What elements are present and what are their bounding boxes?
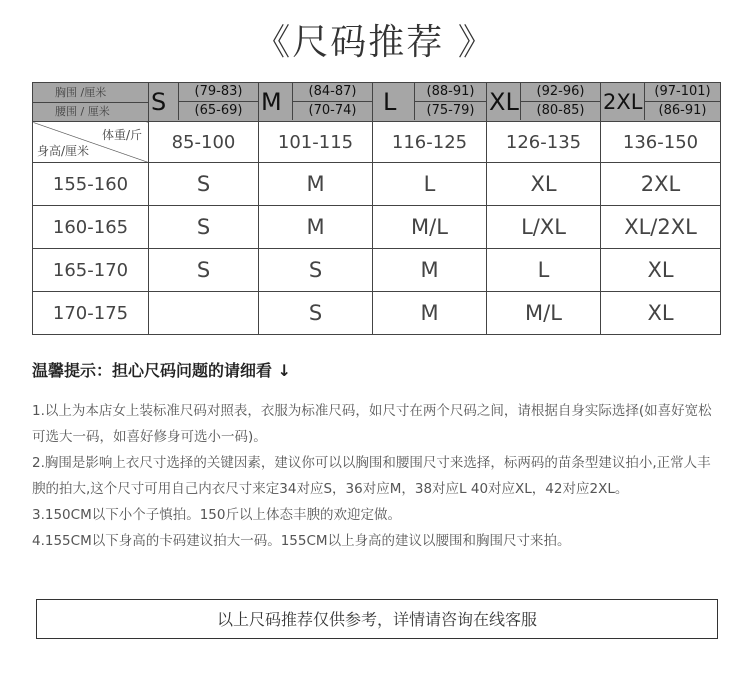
size-name: L [383, 88, 397, 116]
recommended-size: M/L [373, 206, 487, 249]
size-name: S [151, 88, 167, 116]
note-item: 4.155CM以下身高的卡码建议拍大一码。155CM以上身高的建议以腰围和胸围尺寸来拍。 [32, 533, 571, 549]
recommended-size: M [259, 163, 373, 206]
size-name: 2XL [603, 90, 643, 114]
recommended-size: M/L [487, 292, 601, 335]
recommended-size: S [149, 163, 259, 206]
recommended-size: S [149, 249, 259, 292]
measure-label-cell [33, 83, 149, 122]
weight-range: 116-125 [373, 122, 487, 163]
waist-range: (86-91) [644, 102, 720, 120]
size-header-m [259, 83, 373, 122]
size-header-2xl [601, 83, 721, 122]
weight-row [33, 122, 721, 163]
height-label: 身高/厘米 [37, 144, 90, 158]
weight-range: 85-100 [149, 122, 259, 163]
bust-range: (92-96) [520, 83, 600, 102]
recommended-size: XL [487, 163, 601, 206]
height-range: 155-160 [33, 163, 149, 206]
bust-label: 胸围 /厘米 [33, 84, 148, 103]
waist-range: (80-85) [520, 102, 600, 120]
recommended-size: L/XL [487, 206, 601, 249]
recommended-size: S [259, 249, 373, 292]
size-name: M [261, 88, 282, 116]
table-row [33, 249, 721, 292]
table-row [33, 292, 721, 335]
weight-range: 126-135 [487, 122, 601, 163]
page-title: 《尺码推荐 》 [254, 22, 496, 63]
recommended-size [149, 292, 259, 335]
height-range: 160-165 [33, 206, 149, 249]
footer-notice: 以上尺码推荐仅供参考，详情请咨询在线客服 [36, 599, 718, 639]
notes-list [32, 398, 722, 554]
note-item: 2.胸围是影响上衣尺寸选择的关键因素，建议你可以以胸围和腰围尺寸来选择，标两码的苗条型建议拍小,正常人丰腴的拍大,这个尺寸可用自己内衣尺寸来定34对应S，36对应M，38对应L 40对应XL，42对应2XL。 [32, 455, 711, 497]
height-range: 165-170 [33, 249, 149, 292]
weight-range: 101-115 [259, 122, 373, 163]
note-item: 1.以上为本店女上装标准尺码对照表，衣服为标准尺码，如尺寸在两个尺码之间，请根据自身实际选择(如喜好宽松可选大一码，如喜好修身可选小一码)。 [32, 403, 712, 445]
table-row [33, 206, 721, 249]
recommended-size: S [149, 206, 259, 249]
bust-range: (79-83) [178, 83, 258, 102]
diagonal-header-cell [33, 122, 149, 163]
recommended-size: L [487, 249, 601, 292]
bust-range: (84-87) [292, 83, 372, 102]
waist-label: 腰围 / 厘米 [55, 104, 110, 118]
recommended-size: XL [601, 292, 721, 335]
recommended-size: M [373, 292, 487, 335]
size-name: XL [489, 88, 519, 116]
size-header-l [373, 83, 487, 122]
recommended-size: S [259, 292, 373, 335]
bust-range: (97-101) [644, 83, 720, 102]
size-header-s [149, 83, 259, 122]
table-row [33, 163, 721, 206]
weight-label: 体重/斤 [101, 128, 142, 142]
size-chart-table [32, 82, 721, 335]
tips-heading: 温馨提示：担心尺码问题的请细看 ↓ [32, 361, 291, 380]
recommended-size: 2XL [601, 163, 721, 206]
note-item: 3.150CM以下小个子慎拍。150斤以上体态丰腴的欢迎定做。 [32, 507, 401, 523]
waist-range: (65-69) [178, 102, 258, 120]
recommended-size: M [373, 249, 487, 292]
recommended-size: XL/2XL [601, 206, 721, 249]
size-header-xl [487, 83, 601, 122]
recommended-size: M [259, 206, 373, 249]
waist-range: (70-74) [292, 102, 372, 120]
header-row [33, 83, 721, 122]
height-range: 170-175 [33, 292, 149, 335]
waist-range: (75-79) [414, 102, 486, 120]
recommended-size: XL [601, 249, 721, 292]
weight-range: 136-150 [601, 122, 721, 163]
recommended-size: L [373, 163, 487, 206]
bust-range: (88-91) [414, 83, 486, 102]
